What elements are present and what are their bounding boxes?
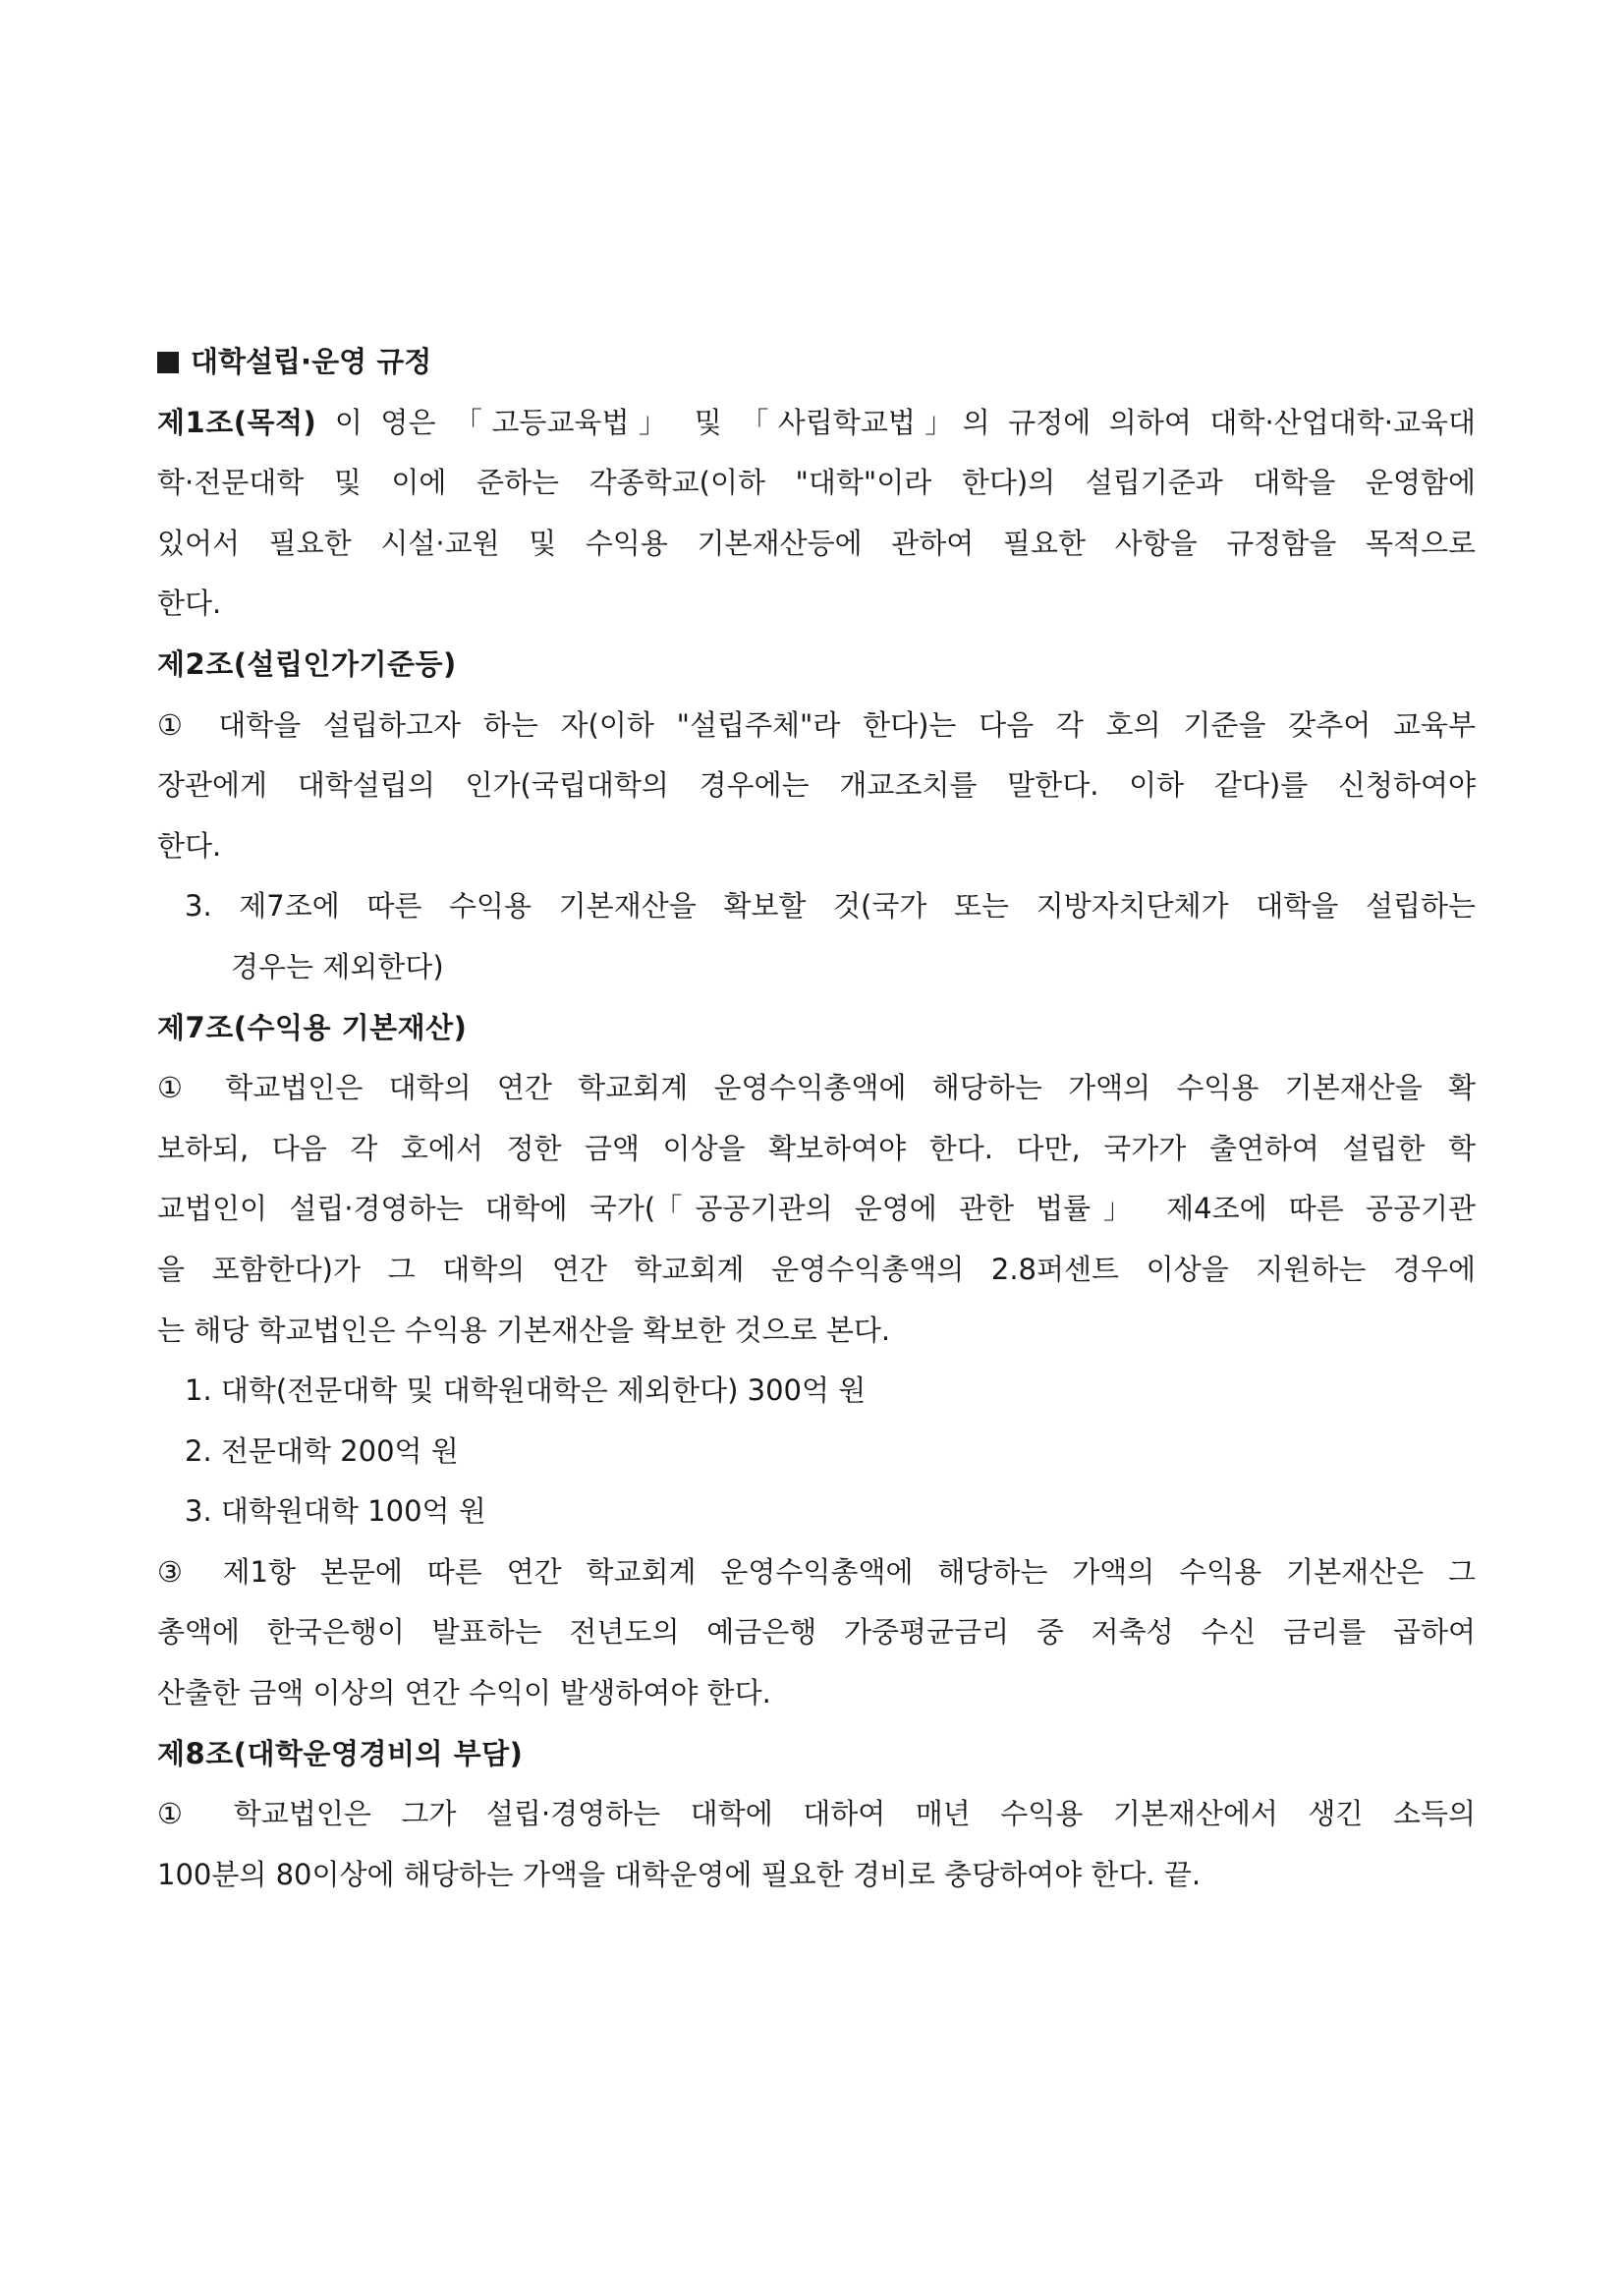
- article-7-para-1-line-5: 는 해당 학교법인은 수익용 기본재산을 확보한 것으로 본다.: [157, 1313, 891, 1347]
- article-2-item-3-line-2: 경우는 제외한다): [231, 949, 444, 983]
- article-8-heading: 제8조(대학운영경비의 부담): [157, 1736, 524, 1770]
- article-7-para-1-line-3: 교법인이 설립·경영하는 대학에 국가(「공공기관의 운영에 관한 법률」 제4조에 따른 공공기관: [157, 1192, 1476, 1226]
- article-2-item-3-line-1: 3. 제7조에 따른 수익용 기본재산을 확보할 것(국가 또는 지방자치단체가 대학을 설립하는: [185, 889, 1476, 924]
- article-7-para-3-line-2: 총액에 한국은행이 발표하는 전년도의 예금은행 가중평균금리 중 저축성 수신 금리를 곱하여: [157, 1615, 1476, 1650]
- article-2-heading: 제2조(설립인가기준등): [157, 646, 457, 681]
- square-bullet-icon: [157, 352, 179, 373]
- article-1-heading: 제1조(목적): [157, 405, 317, 439]
- article-7-para-3-line-1: ③ 제1항 본문에 따른 연간 학교회계 운영수익총액에 해당하는 가액의 수익용 기본재산은 그: [157, 1554, 1476, 1589]
- article-7-item-3: 3. 대학원대학 100억 원: [185, 1494, 486, 1529]
- article-1-line-1: [157, 393, 1476, 454]
- article-7-para-3-line-3: 산출한 금액 이상의 연간 수익이 발생하여야 한다.: [157, 1676, 771, 1710]
- article-7-para-1-line-4: 을 포함한다)가 그 대학의 연간 학교회계 운영수익총액의 2.8퍼센트 이상을 지원하는 경우에: [157, 1252, 1476, 1286]
- article-8-para-1-line-2: 100분의 80이상에 해당하는 가액을 대학운영에 필요한 경비로 충당하여야 한다. 끝.: [157, 1857, 1202, 1891]
- article-7-para-1-line-1: ① 학교법인은 대학의 연간 학교회계 운영수익총액에 해당하는 가액의 수익용 기본재산을 확: [157, 1071, 1476, 1105]
- article-2-para-1-line-2: 장관에게 대학설립의 인가(국립대학의 경우에는 개교조치를 말한다. 이하 같다)를 신청하여야: [157, 768, 1476, 803]
- article-1-line-2: 학·전문대학 및 이에 준하는 각종학교(이하 "대학"이라 한다)의 설립기준과 대학을 운영함에: [157, 466, 1476, 500]
- article-7-para-1-line-2: 보하되, 다음 각 호에서 정한 금액 이상을 확보하여야 한다. 다만, 국가가 출연하여 설립한 학: [157, 1131, 1476, 1165]
- article-7-heading: 제7조(수익용 기본재산): [157, 1010, 468, 1044]
- section-title: 대학설립·운영 규정: [191, 345, 432, 378]
- article-1-line-4: 한다.: [157, 587, 222, 621]
- article-1-line-3: 있어서 필요한 시설·교원 및 수익용 기본재산등에 관하여 필요한 사항을 규정함을 목적으로: [157, 526, 1476, 560]
- article-2-para-1-line-1: ① 대학을 설립하고자 하는 자(이하 "설립주체"라 한다)는 다음 각 호의 기준을 갖추어 교육부: [157, 707, 1476, 742]
- article-8-para-1-line-1: ① 학교법인은 그가 설립·경영하는 대학에 대하여 매년 수익용 기본재산에서 생긴 소득의: [157, 1797, 1476, 1831]
- section-title-line: [157, 332, 1476, 393]
- document-page: [157, 332, 1476, 1905]
- article-2-para-1-line-3: 한다.: [157, 828, 222, 863]
- article-1-text-1: 이 영은 「고등교육법」 및 「사립학교법」의 규정에 의하여 대학·산업대학·교육대: [316, 405, 1476, 439]
- article-7-item-1: 1. 대학(전문대학 및 대학원대학은 제외한다) 300억 원: [185, 1373, 867, 1408]
- article-7-item-2: 2. 전문대학 200억 원: [185, 1433, 459, 1468]
